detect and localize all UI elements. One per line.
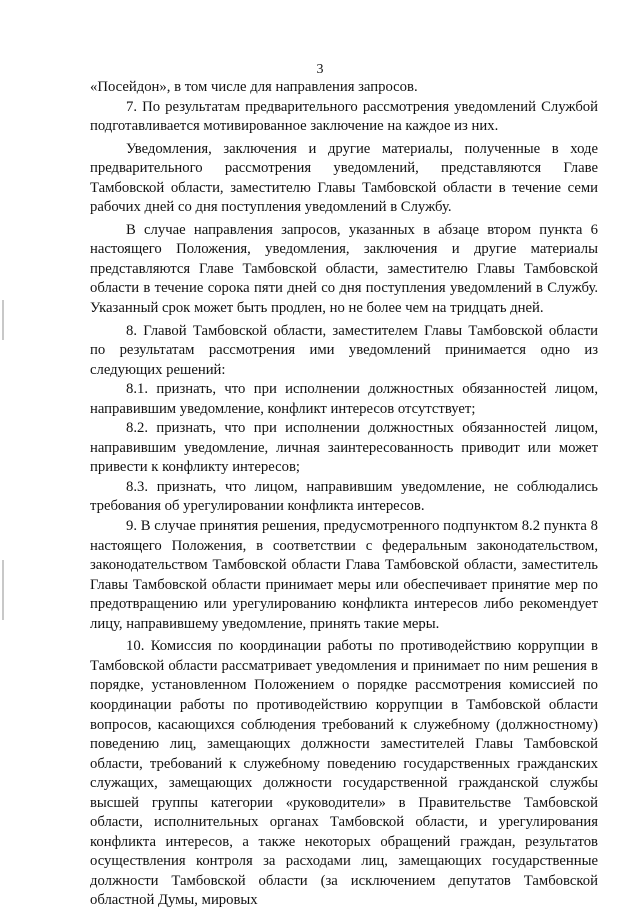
paragraph: 10. Комиссия по координации работы по противодействию коррупции в Тамбовской области рассматривает уведомления и принимает по ним решения в порядке, установленном Положением о порядке рассмотрения комиссией по координации работы по противодействию коррупции в Тамбовской области вопросов, касающихся соблюдения требований к служебному (должностному) поведению лиц, замещающих должности заместителей Главы Тамбовской области, требований к служебному поведению государственных гражданских служащих, замещающих должности государственной гражданской службы высшей группы категории «руководители» в Правительстве Тамбовской области, исполнительных органах Тамбовской области, и урегулирования конфликта интересов, а также некоторых обращений граждан, результатов осуществления контроля за расходами лиц, замещающих государственные должности Тамбовской области (за исключением депутатов Тамбовской областной Думы, мировых bbox=[90, 638, 598, 909]
paragraph: 9. В случае принятия решения, предусмотренного подпунктом 8.2 пункта 8 настоящего Положения, в соответствии с федеральным законодательством, законодательством Тамбовской области Глава Тамбовской области, заместитель Главы Тамбовской области принимает меры или обеспечивает принятие мер по предотвращению или урегулированию конфликта интересов либо рекомендует лицу, направившему уведомление, принять такие меры. bbox=[90, 518, 598, 632]
paragraph: 7. По результатам предварительного рассмотрения уведомлений Службой подготавливается мотивированное заключение на каждое из них. bbox=[90, 98, 598, 135]
paragraph: 8.3. признать, что лицом, направившим уведомление, не соблюдались требования об урегулировании конфликта интересов. bbox=[90, 478, 598, 515]
paragraph: 8.1. признать, что при исполнении должностных обязанностей лицом, направившим уведомление, конфликт интересов отсутствует; bbox=[90, 381, 598, 417]
document-body bbox=[90, 78, 598, 911]
scan-edge-mark bbox=[2, 560, 4, 620]
page-number: 3 bbox=[316, 62, 324, 77]
paragraph: 8. Главой Тамбовской области, заместителем Главы Тамбовской области по результатам рассмотрения ими уведомлений принимается одно из следующих решений: bbox=[90, 322, 598, 378]
paragraph: В случае направления запросов, указанных в абзаце втором пункта 6 настоящего Положения, уведомления, заключения и другие материалы представляются Главе Тамбовской области, заместителю Главы Тамбовской области в течение сорока пяти дней со дня поступления уведомлений в Службу. Указанный срок может быть продлен, но не более чем на тридцать дней. bbox=[90, 221, 598, 317]
paragraph: Уведомления, заключения и другие материалы, полученные в ходе предварительного рассмотрения уведомлений, представляются Главе Тамбовской области, заместителю Главы Тамбовской области в течение семи рабочих дней со дня поступления уведомлений в Службу. bbox=[90, 140, 598, 216]
paragraph: 8.2. признать, что при исполнении должностных обязанностей лицом, направившим уведомление, личная заинтересованность приводит или может привести к конфликту интересов; bbox=[90, 420, 598, 476]
paragraph: «Посейдон», в том числе для направления запросов. bbox=[90, 79, 418, 95]
scan-edge-mark bbox=[2, 300, 4, 340]
